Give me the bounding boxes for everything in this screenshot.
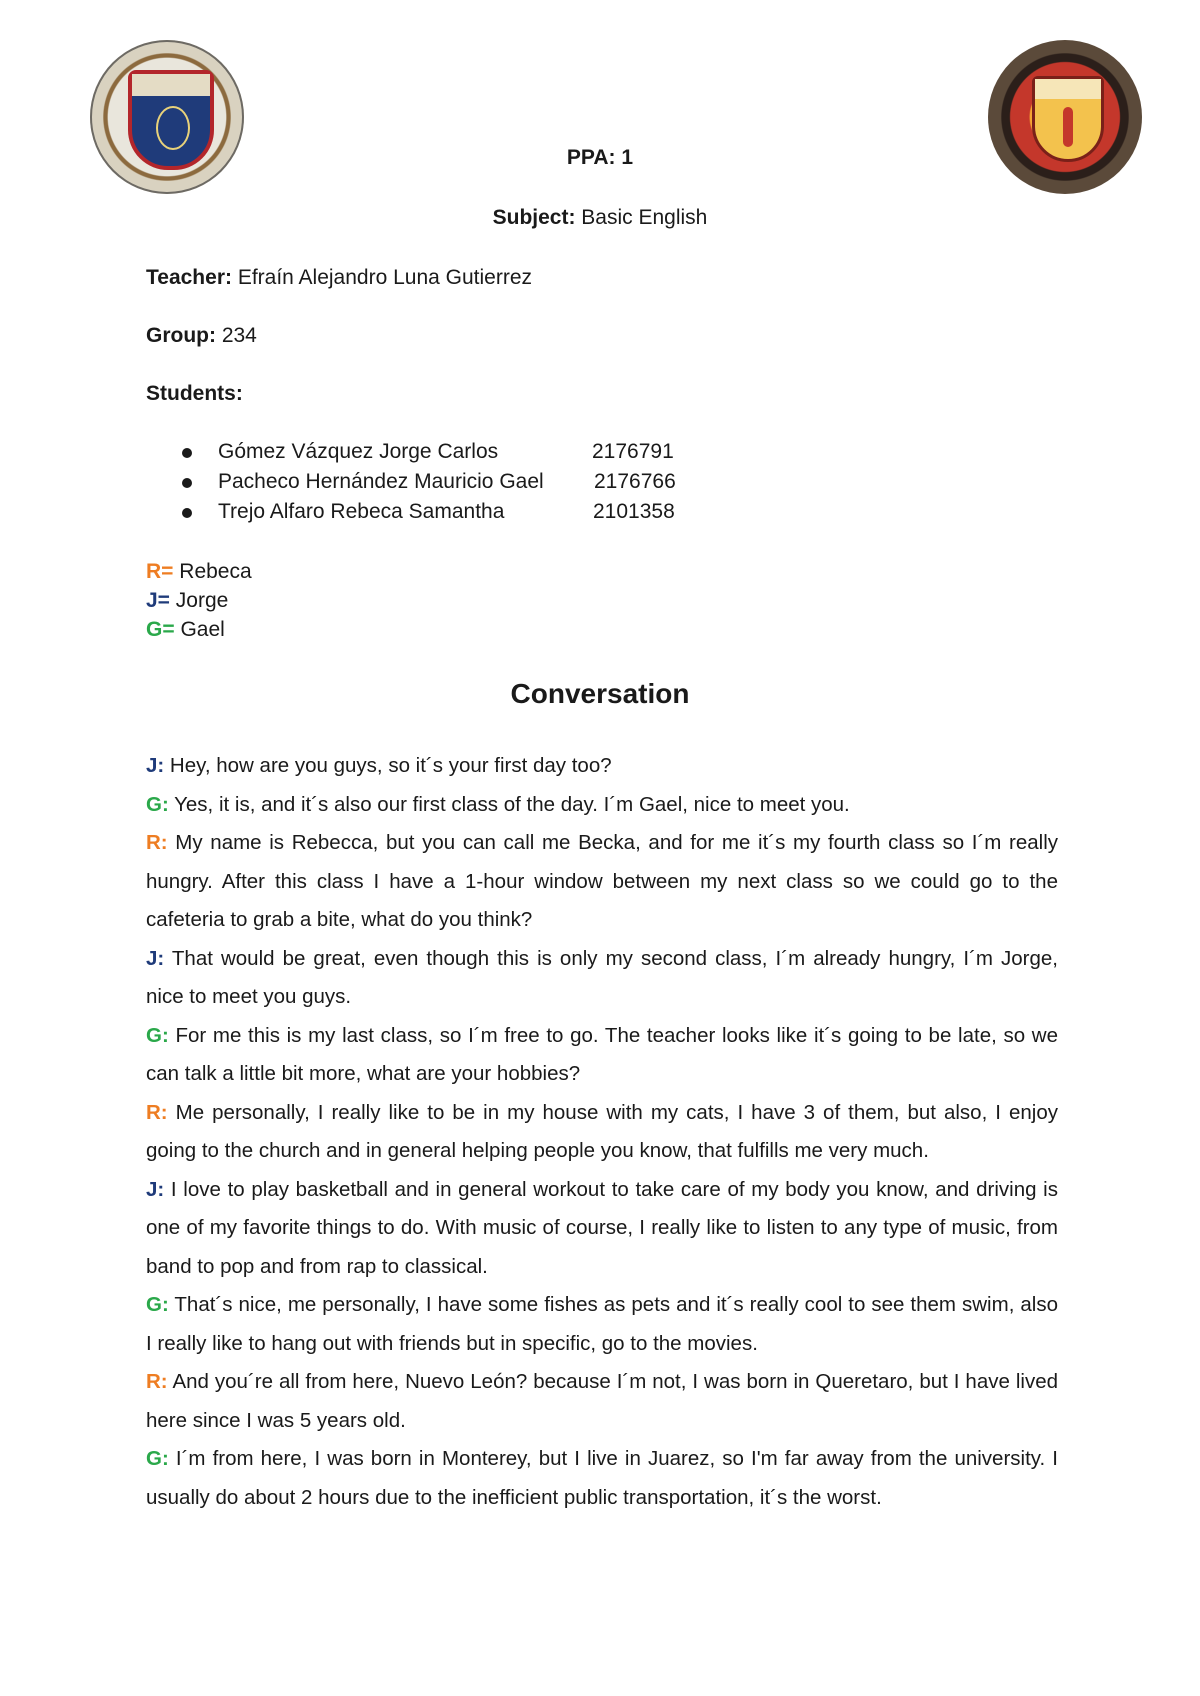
dialogue-line	[146, 1171, 1058, 1287]
teacher-value: Efraín Alejandro Luna Gutierrez	[231, 266, 532, 289]
bullet-icon	[182, 478, 192, 488]
group-value: 234	[215, 324, 257, 347]
speaker-tag: G:	[146, 1447, 169, 1470]
student-id: 2176766	[594, 470, 676, 493]
conversation-body	[146, 747, 1058, 1517]
student-name: Trejo Alfaro Rebeca Samantha	[218, 500, 505, 523]
dialogue-text: That would be great, even though this is only my second class, I´m already hungry, I´m Jorge, nice to meet you guys.	[146, 946, 1058, 1008]
subject-value: Basic English	[575, 206, 708, 229]
faculty-seal-logo	[988, 40, 1142, 194]
bullet-icon	[182, 508, 192, 518]
dialogue-text: For me this is my last class, so I´m free to go. The teacher looks like it´s going to be late, so we can talk a little bit more, what are your hobbies?	[146, 1023, 1058, 1085]
dialogue-text: Hey, how are you guys, so it´s your first day too?	[164, 754, 612, 777]
speaker-tag: J:	[146, 946, 165, 970]
dialogue-line	[146, 940, 1058, 1017]
speaker-name: Rebeca	[173, 560, 252, 583]
shield-banner	[132, 74, 210, 96]
document-title: PPA: 1	[566, 146, 634, 169]
students-label: Students:	[146, 382, 243, 405]
group-label: Group:	[146, 324, 216, 347]
speaker-tag: R:	[146, 1100, 168, 1124]
dialogue-line	[146, 747, 1058, 786]
student-list-item	[182, 440, 702, 468]
legend-gael	[146, 618, 225, 642]
dialogue-text: My name is Rebecca, but you can call me Becka, and for me it´s my fourth class so I´m really hungry. After this class I have a 1-hour window between my next class so we could go to the cafeteria to grab a bite, what do you think?	[146, 831, 1058, 931]
speaker-tag: J:	[146, 754, 165, 777]
dialogue-text: And you´re all from here, Nuevo León? because I´m not, I was born in Queretaro, but I have lived here since I was 5 years old.	[146, 1370, 1058, 1432]
dialogue-text: I love to play basketball and in general workout to take care of my body you know, and driving is one of my favorite things to do. With music of course, I really like to listen to any type of music, from band to pop and from rap to classical.	[146, 1177, 1058, 1278]
dialogue-line	[146, 1286, 1058, 1363]
speaker-tag: J:	[146, 1177, 165, 1201]
speaker-tag: G=	[146, 618, 175, 641]
dialogue-line	[146, 786, 1058, 825]
student-id: 2176791	[592, 440, 674, 463]
atom-icon	[156, 106, 190, 150]
bullet-icon	[182, 448, 192, 458]
torch-icon	[1063, 107, 1073, 147]
dialogue-line	[146, 1017, 1058, 1094]
conversation-heading: Conversation	[510, 678, 690, 709]
teacher-label: Teacher:	[146, 266, 232, 289]
student-list-item	[182, 470, 702, 498]
dialogue-line	[146, 1094, 1058, 1171]
speaker-tag: R:	[146, 831, 168, 854]
dialogue-text: I´m from here, I was born in Monterey, but I live in Juarez, so I'm far away from the university. I usually do about 2 hours due to the inefficient public transportation, it´s the worst.	[146, 1447, 1058, 1509]
speaker-name: Jorge	[169, 589, 229, 612]
speaker-tag: J=	[146, 589, 170, 612]
student-name: Gómez Vázquez Jorge Carlos	[218, 440, 499, 463]
dialogue-line	[146, 824, 1058, 940]
group-line	[146, 324, 257, 348]
speaker-name: Gael	[174, 618, 225, 641]
dialogue-text: Yes, it is, and it´s also our first class of the day. I´m Gael, nice to meet you.	[168, 792, 850, 816]
student-id: 2101358	[593, 500, 675, 523]
speaker-tag: G:	[146, 1023, 169, 1047]
speaker-tag: R:	[146, 1370, 168, 1393]
legend-jorge	[146, 589, 228, 613]
dialogue-text: Me personally, I really like to be in my house with my cats, I have 3 of them, but also, I enjoy going to the church and in general helping people you know, that fulfills me very much.	[146, 1100, 1058, 1162]
shield-banner	[1035, 79, 1101, 99]
legend-rebeca	[146, 560, 252, 584]
speaker-tag: G:	[146, 1293, 169, 1316]
speaker-tag: G:	[146, 792, 169, 816]
speaker-tag: R=	[146, 560, 174, 583]
dialogue-line	[146, 1363, 1058, 1440]
dialogue-line	[146, 1440, 1058, 1517]
teacher-line	[146, 266, 532, 290]
university-seal-logo	[90, 40, 244, 194]
student-list-item	[182, 500, 702, 528]
subject-label: Subject:	[492, 206, 576, 229]
dialogue-text: That´s nice, me personally, I have some fishes as pets and it´s really cool to see them swim, also I really like to hang out with friends but in specific, go to the movies.	[146, 1293, 1058, 1355]
subject-line	[0, 206, 1200, 230]
student-name: Pacheco Hernández Mauricio Gael	[218, 470, 544, 493]
